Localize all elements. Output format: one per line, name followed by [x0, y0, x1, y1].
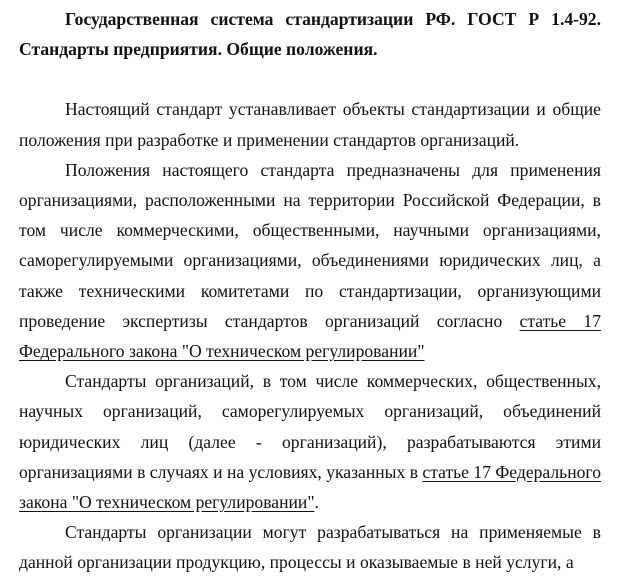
paragraph-organization-standards: [19, 366, 601, 517]
federal-law-article-17-link-2[interactable]: статье 17 Федерального закона "О техническом регулировании": [19, 461, 601, 513]
title-spacer: [19, 64, 601, 94]
paragraph-development-scope: Стандарты организации могут разрабатываться на применяемые в данной организации продукцию, процессы и оказываемые в ней услуги, а: [19, 522, 601, 573]
document-title: Государственная система стандартизации РФ. ГОСТ Р 1.4-92. Стандарты предприятия. Общие положения.: [19, 9, 601, 60]
paragraph-application: [19, 155, 601, 366]
document-body: [19, 4, 601, 578]
paragraph-organization-standards-text: Стандарты организаций, в том числе коммерческих, общественных, научных организаций, саморегулируемых организаций, объединений юридических лиц (далее - организаций), разрабатываются этими организациями в случаях и на условиях, указанных в: [19, 371, 601, 482]
paragraph-organization-standards-tail: .: [314, 492, 319, 513]
paragraph-application-text: Положения настоящего стандарта предназначены для применения организациями, расположенными на территории Российской Федерации, в том числе коммерческими, общественными, научными организациями, саморегулируемыми организациями, объединениями юридических лиц, а также техническими комитетами по стандартизации, организующими проведение экспертизы стандартов организаций согласно: [19, 159, 601, 331]
paragraph-scope: Настоящий стандарт устанавливает объекты стандартизации и общие положения при разработке и применении стандартов организаций.: [19, 99, 601, 150]
federal-law-article-17-link[interactable]: статье 17 Федерального закона "О техническом регулировании": [19, 310, 601, 362]
